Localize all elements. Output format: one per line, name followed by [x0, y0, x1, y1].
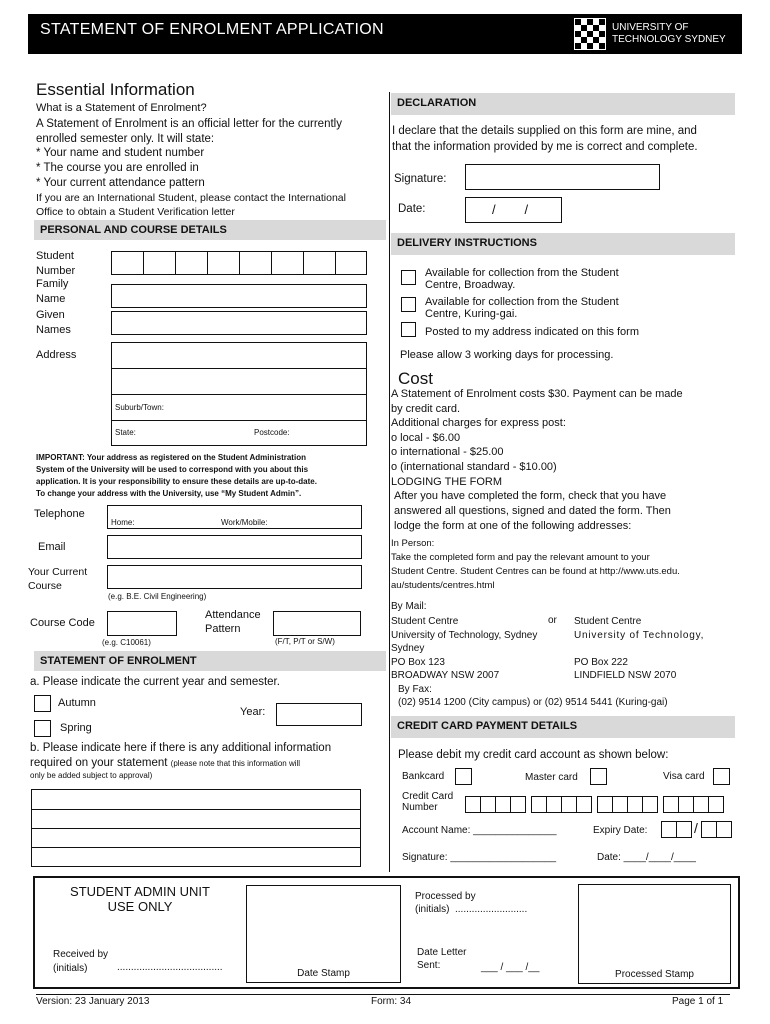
card-number-label: Credit Card Number [402, 791, 454, 813]
current-course-label: Your Current Course [28, 566, 88, 592]
year-label: Year: [240, 706, 266, 718]
family-name-label: Family Name [36, 278, 69, 305]
family-name-field[interactable] [111, 284, 367, 308]
mastercard-checkbox[interactable] [590, 768, 607, 785]
collect-broadway-label: Available for collection from the Student Centre, Broadway. [425, 267, 619, 291]
cost-text: A Statement of Enrolment costs $30. Payment can be made by credit card. Additional charges for express post: o local - $6.00 o international - $25.00 o (international standard - $10.00) LODGING THE FORM [391, 388, 683, 488]
debit-text: Please debit my credit card account as shown below: [398, 749, 669, 761]
student-number-label: Student Number [36, 250, 76, 277]
address-label: Address [36, 349, 77, 361]
collect-broadway-checkbox[interactable] [401, 270, 416, 285]
given-names-field[interactable] [111, 311, 367, 335]
visa-checkbox[interactable] [713, 768, 730, 785]
statement-question-a: a. Please indicate the current year and semester. [30, 676, 280, 688]
autumn-label: Autumn [58, 697, 96, 709]
cost-heading: Cost [398, 369, 433, 388]
card-number-field[interactable] [465, 796, 729, 813]
spring-checkbox[interactable] [34, 720, 51, 737]
delivery-heading: DELIVERY INSTRUCTIONS [391, 233, 735, 255]
uts-logo-icon [574, 18, 606, 50]
admin-title: STUDENT ADMIN UNIT USE ONLY [70, 884, 210, 914]
mail-address-broadway: Student Centre University of Technology, Sydney Sydney PO Box 123 BROADWAY NSW 2007 [391, 616, 538, 681]
statement-question-b-line3: only be added subject to approval) [30, 771, 153, 780]
essential-question: What is a Statement of Enrolment? [36, 102, 207, 114]
declaration-date-field[interactable]: / / [465, 197, 562, 223]
important-note: IMPORTANT: Your address as registered on the Student Administration System of the University will be used to correspond with you about this application. It is your responsibility to ensure these details are up-to-date. To change your address with the University, use “My Student Admin”. [36, 453, 317, 498]
telephone-label: Telephone [34, 508, 85, 520]
statement-question-b-line2: required on your statement (please note that this information will [30, 757, 301, 769]
form-title: STATEMENT OF ENROLMENT APPLICATION [40, 21, 384, 38]
additional-info-field[interactable] [31, 789, 361, 867]
bankcard-label: Bankcard [402, 771, 445, 782]
essential-heading: Essential Information [36, 80, 195, 99]
collect-kuringgai-label: Available for collection from the Student Centre, Kuring-gai. [425, 296, 619, 320]
date-letter-label: Date Letter Sent: [417, 947, 467, 971]
footer-page: Page 1 of 1 [672, 996, 724, 1007]
post-checkbox[interactable] [401, 322, 416, 337]
year-field[interactable] [276, 703, 362, 726]
suburb-label: Suburb/Town: [115, 403, 164, 412]
declaration-date-label: Date: [398, 203, 426, 215]
in-person-text: In Person: Take the completed form and pay the relevant amount to your Student Centre. Student Centres can be found at http://www.uts.edu. au/students/centres.html [391, 538, 680, 591]
statement-heading: STATEMENT OF ENROLMENT [34, 651, 386, 671]
given-names-label: Given Names [36, 309, 71, 336]
course-code-example: (e.g. C10061) [102, 638, 151, 647]
mastercard-label: Master card [525, 772, 578, 783]
statement-question-b: b. Please indicate here if there is any additional information [30, 742, 332, 754]
essential-text: A Statement of Enrolment is an official letter for the currently enrolled semester only. It will state: * Your name and student number * The course you are enrolled in * Your current attendance pattern If you are an International Student, please contact the International Office to obtain a Student Verification letter [36, 118, 346, 219]
admin-use-box [33, 876, 740, 989]
expiry-field[interactable]: / [661, 821, 731, 838]
address-field[interactable] [111, 342, 367, 446]
credit-heading: CREDIT CARD PAYMENT DETAILS [391, 716, 735, 738]
card-date-field[interactable]: Date: ____/____/____ [597, 852, 696, 863]
bankcard-checkbox[interactable] [455, 768, 472, 785]
processing-note: Please allow 3 working days for processing. [400, 349, 614, 361]
attendance-field[interactable] [273, 611, 361, 636]
account-name-field[interactable]: Account Name: _______________ [402, 825, 557, 836]
declaration-signature-label: Signature: [394, 173, 447, 185]
attendance-label: Attendance Pattern [205, 609, 261, 635]
personal-heading: PERSONAL AND COURSE DETAILS [34, 220, 386, 240]
course-code-label: Course Code [30, 617, 95, 629]
fax-numbers: (02) 9514 1200 (City campus) or (02) 9514 5441 (Kuring-gai) [398, 697, 668, 708]
course-example: (e.g. B.E. Civil Engineering) [108, 592, 207, 601]
email-label: Email [38, 541, 66, 553]
course-code-field[interactable] [107, 611, 177, 636]
expiry-label: Expiry Date: [593, 825, 648, 836]
mail-address-lindfield: Student Centre University of Technology, PO Box 222 LINDFIELD NSW 2070 [574, 616, 705, 681]
state-label: State: [115, 428, 136, 437]
footer-version: Version: 23 January 2013 [36, 996, 150, 1007]
date-stamp-box[interactable]: Date Stamp [246, 885, 401, 983]
postcode-label: Postcode: [254, 428, 290, 437]
card-signature-field[interactable]: Signature: ___________________ [402, 852, 557, 863]
email-field[interactable] [107, 535, 362, 559]
received-by-label: Received by (initials) [53, 949, 109, 974]
declaration-signature-field[interactable] [465, 164, 660, 190]
student-number-field[interactable] [111, 251, 367, 275]
processed-stamp-box[interactable]: Processed Stamp [578, 884, 731, 984]
spring-label: Spring [60, 722, 92, 734]
collect-kuringgai-checkbox[interactable] [401, 297, 416, 312]
autumn-checkbox[interactable] [34, 695, 51, 712]
by-fax-label: By Fax: [398, 684, 432, 695]
by-mail-label: By Mail: [391, 601, 427, 612]
or-label: or [548, 615, 557, 626]
date-letter-blank: ___ / ___ /__ [481, 962, 540, 973]
university-name: UNIVERSITY OF TECHNOLOGY SYDNEY [612, 22, 726, 45]
post-label: Posted to my address indicated on this form [425, 326, 639, 338]
attendance-example: (F/T, P/T or S/W) [275, 637, 335, 646]
declaration-heading: DECLARATION [391, 93, 735, 115]
footer-form: Form: 34 [371, 996, 412, 1007]
footer-rule [36, 994, 730, 995]
current-course-field[interactable] [107, 565, 362, 589]
processed-by-label: Processed by (initials) .......................... [415, 891, 528, 915]
declaration-text: I declare that the details supplied on this form are mine, and that the information provided by me is correct and complete. [392, 125, 698, 153]
received-by-dots: ...................................... [117, 962, 223, 973]
telephone-field[interactable]: Home: Work/Mobile: [107, 505, 362, 529]
title-bar [28, 14, 742, 54]
lodging-text: After you have completed the form, check that you have answered all questions, signed and dated the form. Then lodge the form at one of the following addresses: [394, 490, 671, 532]
visa-label: Visa card [663, 771, 705, 782]
